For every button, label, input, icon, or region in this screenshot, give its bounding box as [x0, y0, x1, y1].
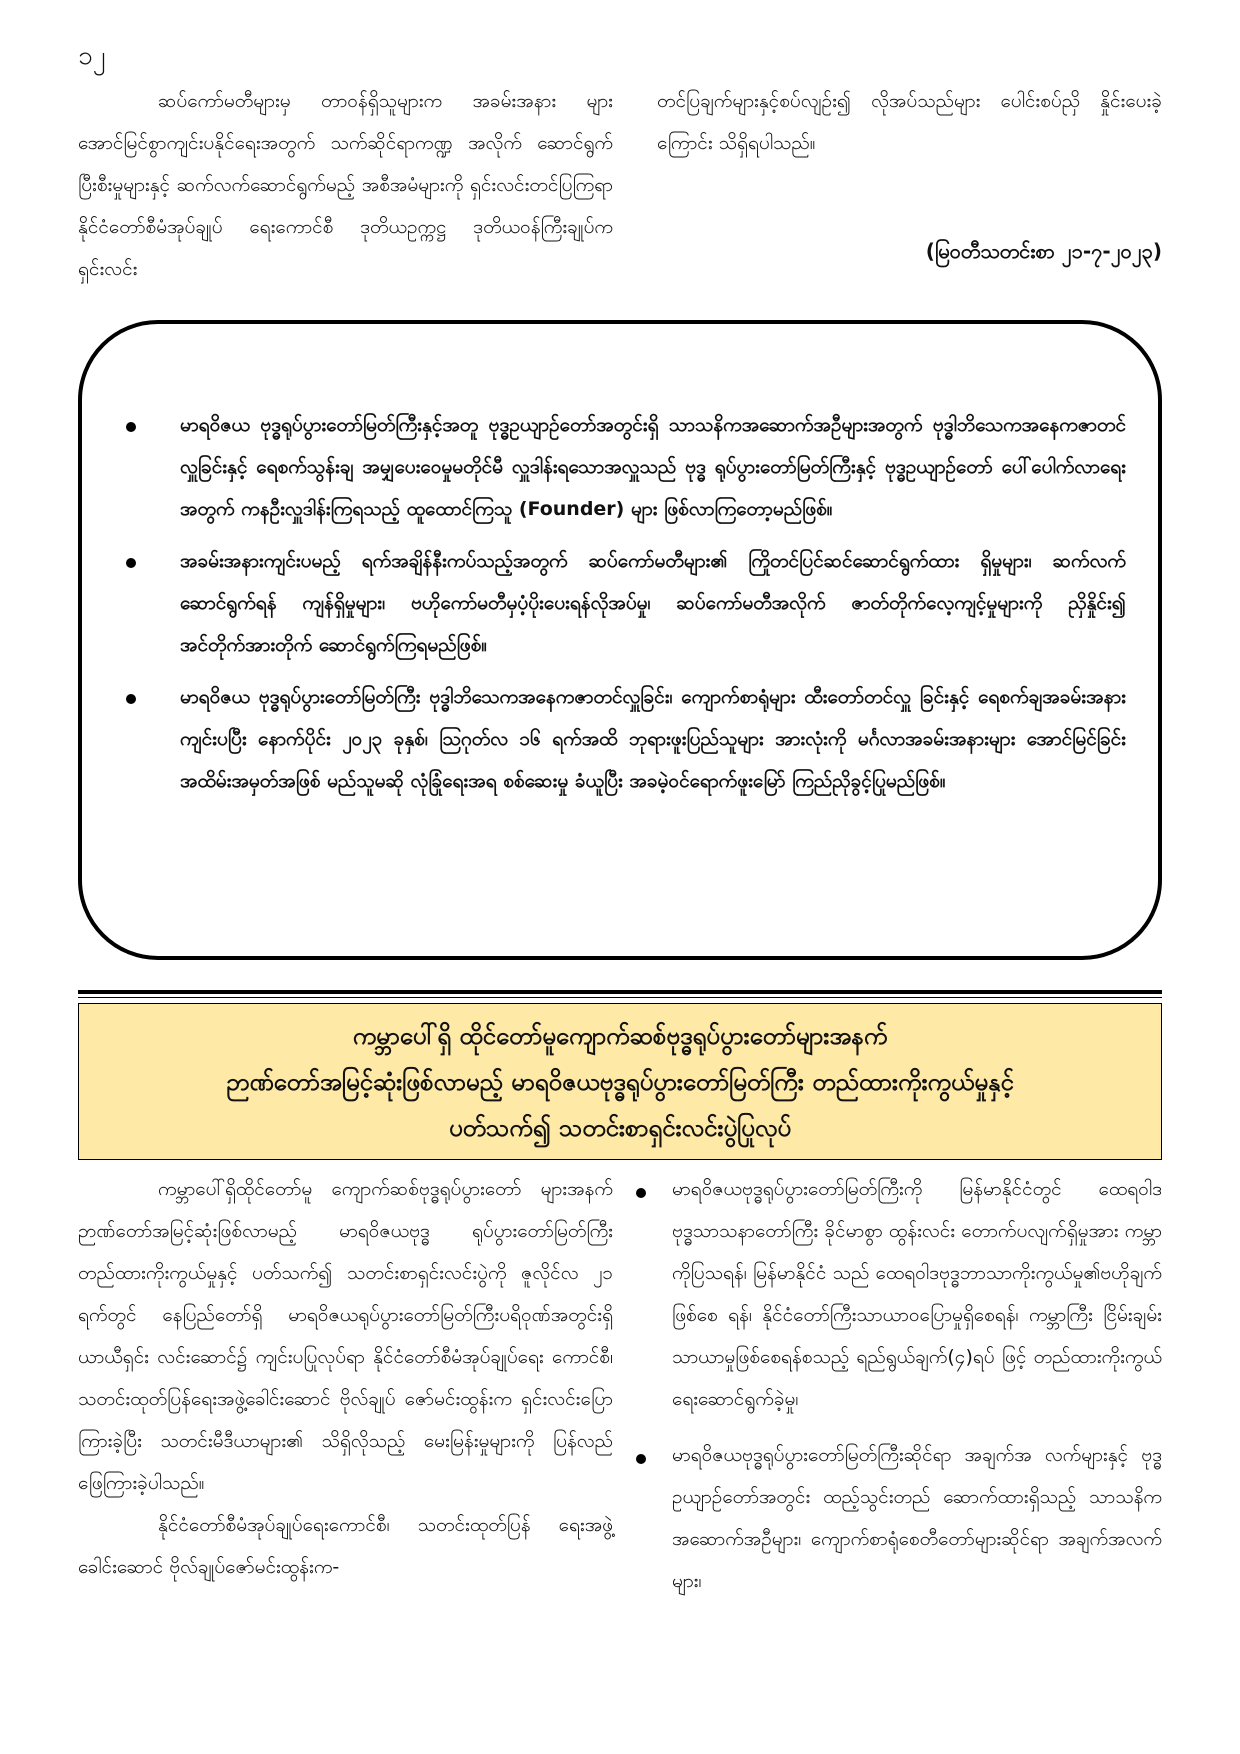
section-divider-thin	[78, 997, 1162, 998]
top-article-right-paragraph: တင်ပြချက်များနှင့်စပ်လျဉ်း၍ လိုအပ်သည်များ ပေါင်းစပ်ညှိ နှိုင်းပေးခဲ့ကြောင်း သိရှိရပါသည်။	[657, 90, 1162, 154]
list-item	[632, 1168, 1162, 1420]
notice-item	[122, 676, 1126, 802]
list-item-text: မာရဝိဇယဗုဒ္ဓရုပ်ပွားတော်မြတ်ကြီးဆိုင်ရာ အချက်အ လက်များနှင့် ဗုဒ္ဓဥယျာဉ်တော်အတွင်း ထည့်သွင်းတည် ဆောက်ထားရှိသည့် သာသနိကအဆောက်အဦများ၊ ကျောက်စာရုံစေတီတော်များဆိုင်ရာ အချက်အလက်များ၊	[672, 1444, 1162, 1592]
bullet-icon	[126, 422, 136, 432]
headline-line-3: ပတ်သက်၍ သတင်းစာရှင်းလင်းပွဲပြုလုပ်	[448, 1113, 792, 1142]
notice-box	[78, 320, 1162, 960]
bullet-icon	[636, 1188, 646, 1198]
headline-line-1: ကမ္ဘာပေါ်ရှိ ထိုင်တော်မူကျောက်ဆစ်ဗုဒ္ဓရုပ်ပွားတော်များအနက်	[352, 1021, 888, 1050]
notice-item-text: အခမ်းအနားကျင်းပမည့် ရက်အချိန်နီးကပ်သည့်အတွက် ဆပ်ကော်မတီများ၏ ကြိုတင်ပြင်ဆင်ဆောင်ရွက်ထား ရှိမှုများ၊ ဆက်လက်ဆောင်ရွက်ရန် ကျန်ရှိမှုများ၊ ဗဟိုကော်မတီမှပံ့ပိုးပေးရန်လိုအပ်မှု၊ ဆပ်ကော်မတီအလိုက် ဇာတ်တိုက်လေ့ကျင့်မှုများကို ညှိနှိုင်း၍ အင်တိုက်အားတိုက် ဆောင်ရွက်ကြရမည်ဖြစ်။	[180, 550, 1126, 656]
source-citation: (မြဝတီသတင်းစာ ၂၁-၇-၂၀၂၃)	[925, 239, 1162, 263]
bullet-icon	[126, 558, 136, 568]
section-divider	[78, 990, 1162, 994]
top-article-left-paragraph: ဆပ်ကော်မတီများမှ တာဝန်ရှိသူများက အခမ်းအနား များ အောင်မြင်စွာကျင်းပနိုင်ရေးအတွက် သက်ဆိုင်ရာကဏ္ဍ အလိုက် ဆောင်ရွက်ပြီးစီးမှုများနှင့် ဆက်လက်ဆောင်ရွက်မည့် အစီအမံများကို ရှင်းလင်းတင်ပြကြရာ နိုင်ငံတော်စီမံအုပ်ချုပ် ရေးကောင်စီ ဒုတိယဥက္ကဋ္ဌ ဒုတိယဝန်ကြီးချုပ်က ရှင်းလင်း	[78, 90, 613, 280]
notice-item-text: မာရဝိဇယ ဗုဒ္ဓရုပ်ပွားတော်မြတ်ကြီး ဗုဒ္ဓါဘိသေကအနေကဇာတင်လှူခြင်း၊ ကျောက်စာရုံများ ထီးတော်တင်လှူ ခြင်းနှင့် ရေစက်ချအခမ်းအနားကျင်းပပြီး နောက်ပိုင်း ၂၀၂၃ ခုနှစ်၊ ဩဂုတ်လ ၁၆ ရက်အထိ ဘုရားဖူးပြည်သူများ အားလုံးကို မင်္ဂလာအခမ်းအနားများ အောင်မြင်ခြင်း အထိမ်းအမှတ်အဖြစ် မည်သူမဆို လုံခြုံရေးအရ စစ်ဆေးမှု ခံယူပြီး အခမဲ့ဝင်ရောက်ဖူးမြော် ကြည်ညိုခွင့်ပြုမည်ဖြစ်။	[180, 686, 1126, 792]
top-article-left-column	[78, 80, 613, 290]
bottom-article-paragraph-1: ကမ္ဘာပေါ်ရှိထိုင်တော်မူ ကျောက်ဆစ်ဗုဒ္ဓရုပ်ပွားတော် များအနက် ဉာဏ်တော်အမြင့်ဆုံးဖြစ်လာမည့် မာရဝိဇယဗုဒ္ဓ ရုပ်ပွားတော်မြတ်ကြီး တည်ထားကိုးကွယ်မှုနှင့် ပတ်သက်၍ သတင်းစာရှင်းလင်းပွဲကို ဇူလိုင်လ ၂၁ ရက်တွင် နေပြည်တော်ရှိ မာရဝိဇယရုပ်ပွားတော်မြတ်ကြီးပရိဝုဏ်အတွင်းရှိ ယာယီရှင်း လင်းဆောင်၌ ကျင်းပပြုလုပ်ရာ နိုင်ငံတော်စီမံအုပ်ချုပ်ရေး ကောင်စီ၊ သတင်းထုတ်ပြန်ရေးအဖွဲ့ခေါင်းဆောင် ဗိုလ်ချုပ် ဇော်မင်းထွန်းက ရှင်းလင်းပြောကြားခဲ့ပြီး သတင်းမီဒီယာများ၏ သိရှိလိုသည့် မေးမြန်းမှုများကို ပြန်လည်ဖြေကြားခဲ့ပါသည်။	[78, 1178, 613, 1494]
bottom-article-paragraph-2: နိုင်ငံတော်စီမံအုပ်ချုပ်ရေးကောင်စီ၊ သတင်းထုတ်ပြန် ရေးအဖွဲ့ခေါင်းဆောင် ဗိုလ်ချုပ်ဇော်မင်းထွန်းက-	[78, 1514, 613, 1578]
bottom-article-list	[632, 1168, 1162, 1602]
list-item	[632, 1434, 1162, 1602]
bullet-icon	[636, 1454, 646, 1464]
bottom-article-right-column	[632, 1168, 1162, 1616]
notice-list	[122, 404, 1126, 812]
headline-line-2: ဉာဏ်တော်အမြင့်ဆုံးဖြစ်လာမည့် မာရဝိဇယဗုဒ္ဓရုပ်ပွားတော်မြတ်ကြီး တည်ထားကိုးကွယ်မှုနှင့်	[226, 1067, 1014, 1096]
notice-item-text: မာရဝိဇယ ဗုဒ္ဓရုပ်ပွားတော်မြတ်ကြီးနှင့်အတူ ဗုဒ္ဓဥယျာဉ်တော်အတွင်းရှိ သာသနိကအဆောက်အဦများအတွက် ဗုဒ္ဓါဘိသေကအနေကဇာတင်လှူခြင်းနှင့် ရေစက်သွန်းချ အမျှပေးဝေမှုမတိုင်မီ လှူဒါန်းရသောအလှူသည် ဗုဒ္ဓ ရုပ်ပွားတော်မြတ်ကြီးနှင့် ဗုဒ္ဓဥယျာဉ်တော် ပေါ်ပေါက်လာရေးအတွက် ကနဦးလှူဒါန်းကြရသည့် ထူထောင်ကြသူ (Founder) များ ဖြစ်လာကြတော့မည်ဖြစ်။	[180, 414, 1126, 520]
bottom-article-left-column	[78, 1168, 613, 1588]
list-item-text: မာရဝိဇယဗုဒ္ဓရုပ်ပွားတော်မြတ်ကြီးကို မြန်မာနိုင်ငံတွင် ထေရဝါဒဗုဒ္ဓသာသနာတော်ကြီး ခိုင်မာစွာ ထွန်းလင်း တောက်ပလျက်ရှိမှုအား ကမ္ဘာကိုပြသရန်၊ မြန်မာနိုင်ငံ သည် ထေရဝါဒဗုဒ္ဓဘာသာကိုးကွယ်မှု၏ဗဟိုချက်ဖြစ်စေ ရန်၊ နိုင်ငံတော်ကြီးသာယာဝပြောမှုရှိစေရန်၊ ကမ္ဘာကြီး ငြိမ်းချမ်းသာယာမှုဖြစ်စေရန်စသည့် ရည်ရွယ်ချက်(၄)ရပ် ဖြင့် တည်ထားကိုးကွယ်ရေးဆောင်ရွက်ခဲ့မှု၊	[672, 1178, 1162, 1410]
page-number: ၁၂	[78, 41, 106, 71]
top-article-right-column	[657, 80, 1162, 164]
notice-item	[122, 404, 1126, 530]
bullet-icon	[126, 694, 136, 704]
headline-box	[78, 1003, 1162, 1160]
notice-item	[122, 540, 1126, 666]
